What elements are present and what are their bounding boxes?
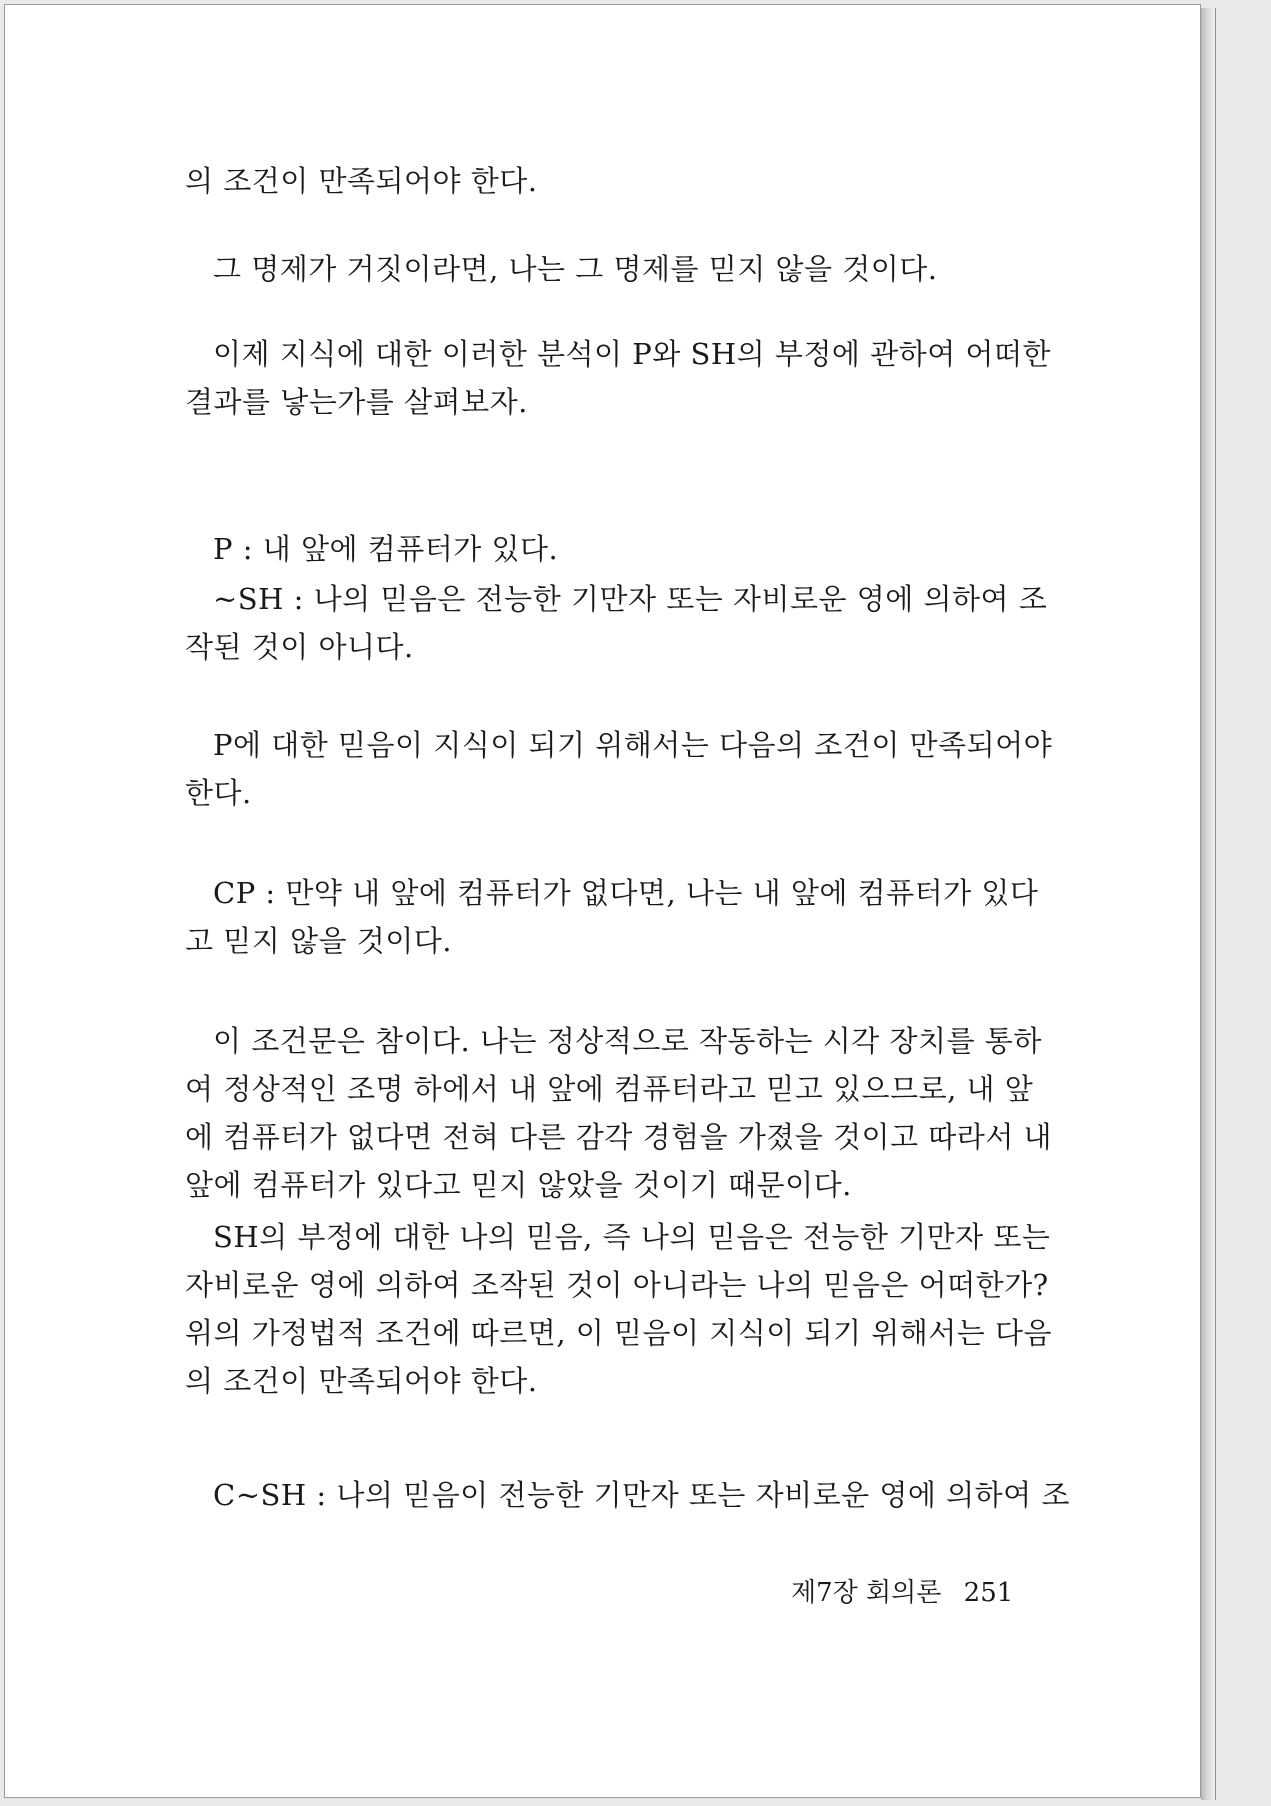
paragraph-4 — [185, 721, 1053, 817]
text-line: 이 조건문은 참이다. 나는 정상적으로 작동하는 시각 장치를 통하 — [213, 1024, 1042, 1058]
condition-c-not-sh — [185, 1471, 1070, 1519]
page-footer — [791, 1572, 1013, 1609]
text-line: 여 정상적인 조명 하에서 내 앞에 컴퓨터라고 믿고 있으므로, 내 앞 — [185, 1072, 1034, 1106]
text-line: 의 조건이 만족되어야 한다. — [185, 1364, 538, 1398]
text-line: 고 믿지 않을 것이다. — [185, 924, 452, 958]
text-line: 에 컴퓨터가 없다면 전혀 다른 감각 경험을 가졌을 것이고 따라서 내 — [185, 1120, 1053, 1154]
definition-p — [185, 525, 1053, 573]
paragraph-3 — [185, 330, 1053, 426]
paragraph-6 — [185, 1213, 1053, 1405]
page-number: 251 — [963, 1578, 1014, 1608]
paragraph-5 — [185, 1017, 1053, 1209]
text-line: CP : 만약 내 앞에 컴퓨터가 없다면, 나는 내 앞에 컴퓨터가 있다 — [213, 876, 1039, 910]
page-stack-edge — [1201, 8, 1216, 1800]
definition-not-sh — [185, 575, 1053, 671]
text-line: 앞에 컴퓨터가 있다고 믿지 않았을 것이기 때문이다. — [185, 1168, 852, 1202]
text-line: 결과를 낳는가를 살펴보자. — [185, 385, 528, 419]
book-page — [4, 4, 1201, 1798]
text-line: 의 조건이 만족되어야 한다. — [185, 164, 538, 198]
text-line: 작된 것이 아니다. — [185, 630, 414, 664]
paragraph-2 — [185, 245, 1053, 293]
text-line: 자비로운 영에 의하여 조작된 것이 아니라는 나의 믿음은 어떠한가? — [185, 1268, 1049, 1302]
text-line: 그 명제가 거짓이라면, 나는 그 명제를 믿지 않을 것이다. — [213, 252, 938, 286]
text-line: C~SH : 나의 믿음이 전능한 기만자 또는 자비로운 영에 의하여 조 — [213, 1478, 1070, 1512]
text-line: 위의 가정법적 조건에 따르면, 이 믿음이 지식이 되기 위해서는 다음 — [185, 1316, 1053, 1350]
paragraph-1 — [185, 157, 1025, 205]
text-line: SH의 부정에 대한 나의 믿음, 즉 나의 믿음은 전능한 기만자 또는 — [213, 1220, 1051, 1254]
text-line: P에 대한 믿음이 지식이 되기 위해서는 다음의 조건이 만족되어야 — [213, 728, 1053, 762]
text-line: 한다. — [185, 776, 252, 810]
chapter-title: 제7장 회의론 — [791, 1578, 942, 1608]
condition-cp — [185, 869, 1053, 965]
text-line: P : 내 앞에 컴퓨터가 있다. — [213, 532, 559, 566]
text-line: ~SH : 나의 믿음은 전능한 기만자 또는 자비로운 영에 의하여 조 — [213, 582, 1048, 616]
text-line: 이제 지식에 대한 이러한 분석이 P와 SH의 부정에 관하여 어떠한 — [213, 337, 1051, 371]
